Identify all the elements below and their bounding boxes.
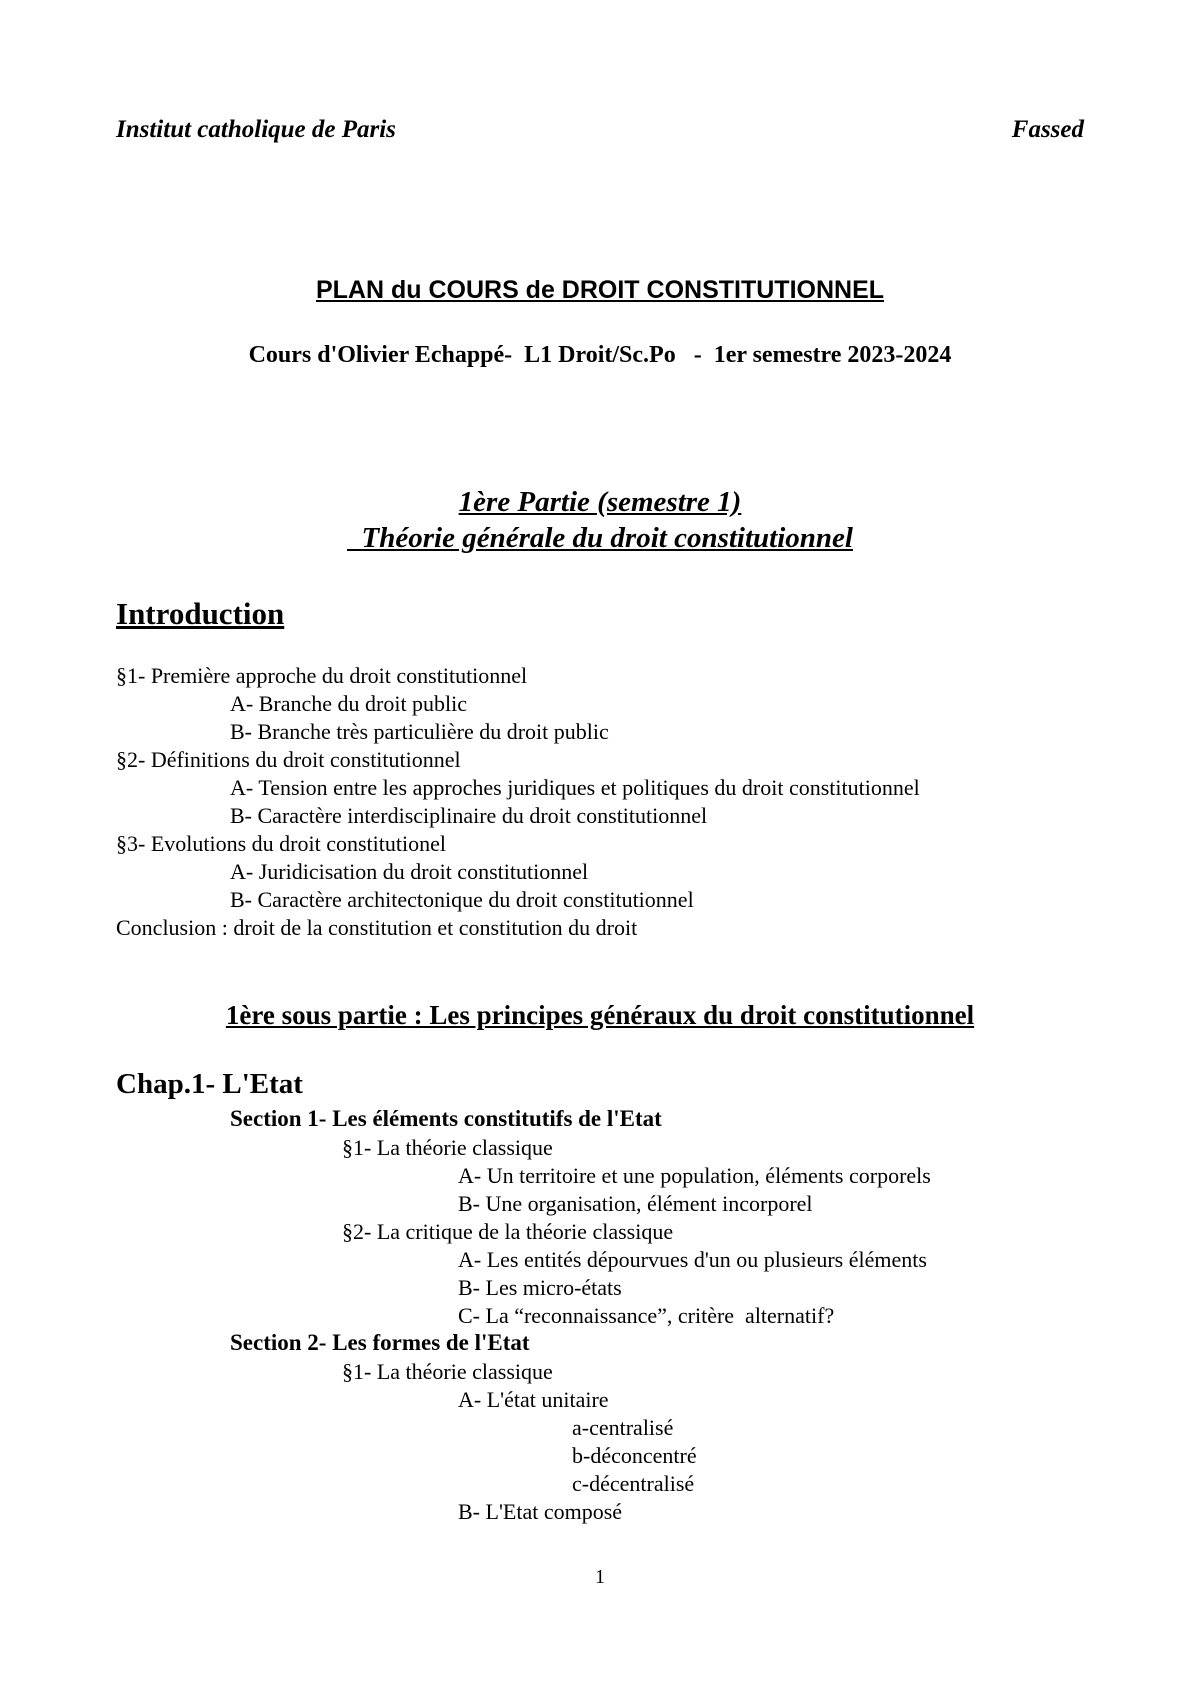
outline-item: A- Les entités dépourvues d'un ou plusieurs éléments [458, 1247, 927, 1272]
outline-item: B- L'Etat composé [458, 1499, 623, 1524]
subpart-title: 1ère sous partie : Les principes généraux du droit constitutionnel [225, 1000, 975, 1030]
outline-item: §1- La théorie classique [342, 1135, 553, 1160]
header-institution: Institut catholique de Paris [116, 116, 396, 143]
outline-item: b-déconcentré [572, 1443, 697, 1468]
section-heading: Section 2- Les formes de l'Etat [230, 1330, 530, 1355]
outline-item: c-décentralisé [572, 1471, 695, 1496]
outline-item: B- Caractère interdisciplinaire du droit constitutionnel [230, 803, 708, 828]
outline-item: A- L'état unitaire [458, 1387, 609, 1412]
outline-item: §2- Définitions du droit constitutionnel [116, 747, 461, 772]
chapter-heading: Chap.1- L'Etat [116, 1068, 303, 1100]
outline-item: A- Juridicisation du droit constitutionnel [230, 859, 589, 884]
section-heading: Section 1- Les éléments constitutifs de l'Etat [230, 1106, 662, 1131]
introduction-heading: Introduction [116, 596, 285, 631]
part-subtitle: Théorie générale du droit constitutionnel [347, 522, 853, 554]
outline-item: B- Branche très particulière du droit public [230, 719, 609, 744]
document-title: PLAN du COURS de DROIT CONSTITUTIONNEL [315, 276, 885, 304]
part-title: 1ère Partie (semestre 1) [458, 486, 742, 518]
outline-item: §1- Première approche du droit constitutionnel [116, 663, 528, 688]
header-faculty: Fassed [1011, 116, 1084, 143]
outline-item: §3- Evolutions du droit constitutionel [116, 831, 446, 856]
outline-item: A- Tension entre les approches juridiques et politiques du droit constitutionnel [230, 775, 920, 800]
outline-item: B- Une organisation, élément incorporel [458, 1191, 813, 1216]
outline-item: §1- La théorie classique [342, 1359, 553, 1384]
page-number: 1 [595, 1566, 605, 1588]
course-info: Cours d'Olivier Echappé- L1 Droit/Sc.Po - 1er semestre 2023-2024 [248, 342, 952, 368]
introduction-conclusion: Conclusion : droit de la constitution et constitution du droit [116, 915, 638, 940]
outline-item: B- Caractère architectonique du droit constitutionnel [230, 887, 694, 912]
outline-item: B- Les micro-états [458, 1275, 622, 1300]
outline-item: A- Un territoire et une population, éléments corporels [458, 1163, 931, 1188]
outline-item: A- Branche du droit public [230, 691, 468, 716]
outline-item: C- La “reconnaissance”, critère alternatif? [458, 1303, 835, 1328]
outline-item: §2- La critique de la théorie classique [342, 1219, 674, 1244]
outline-item: a-centralisé [572, 1415, 674, 1440]
